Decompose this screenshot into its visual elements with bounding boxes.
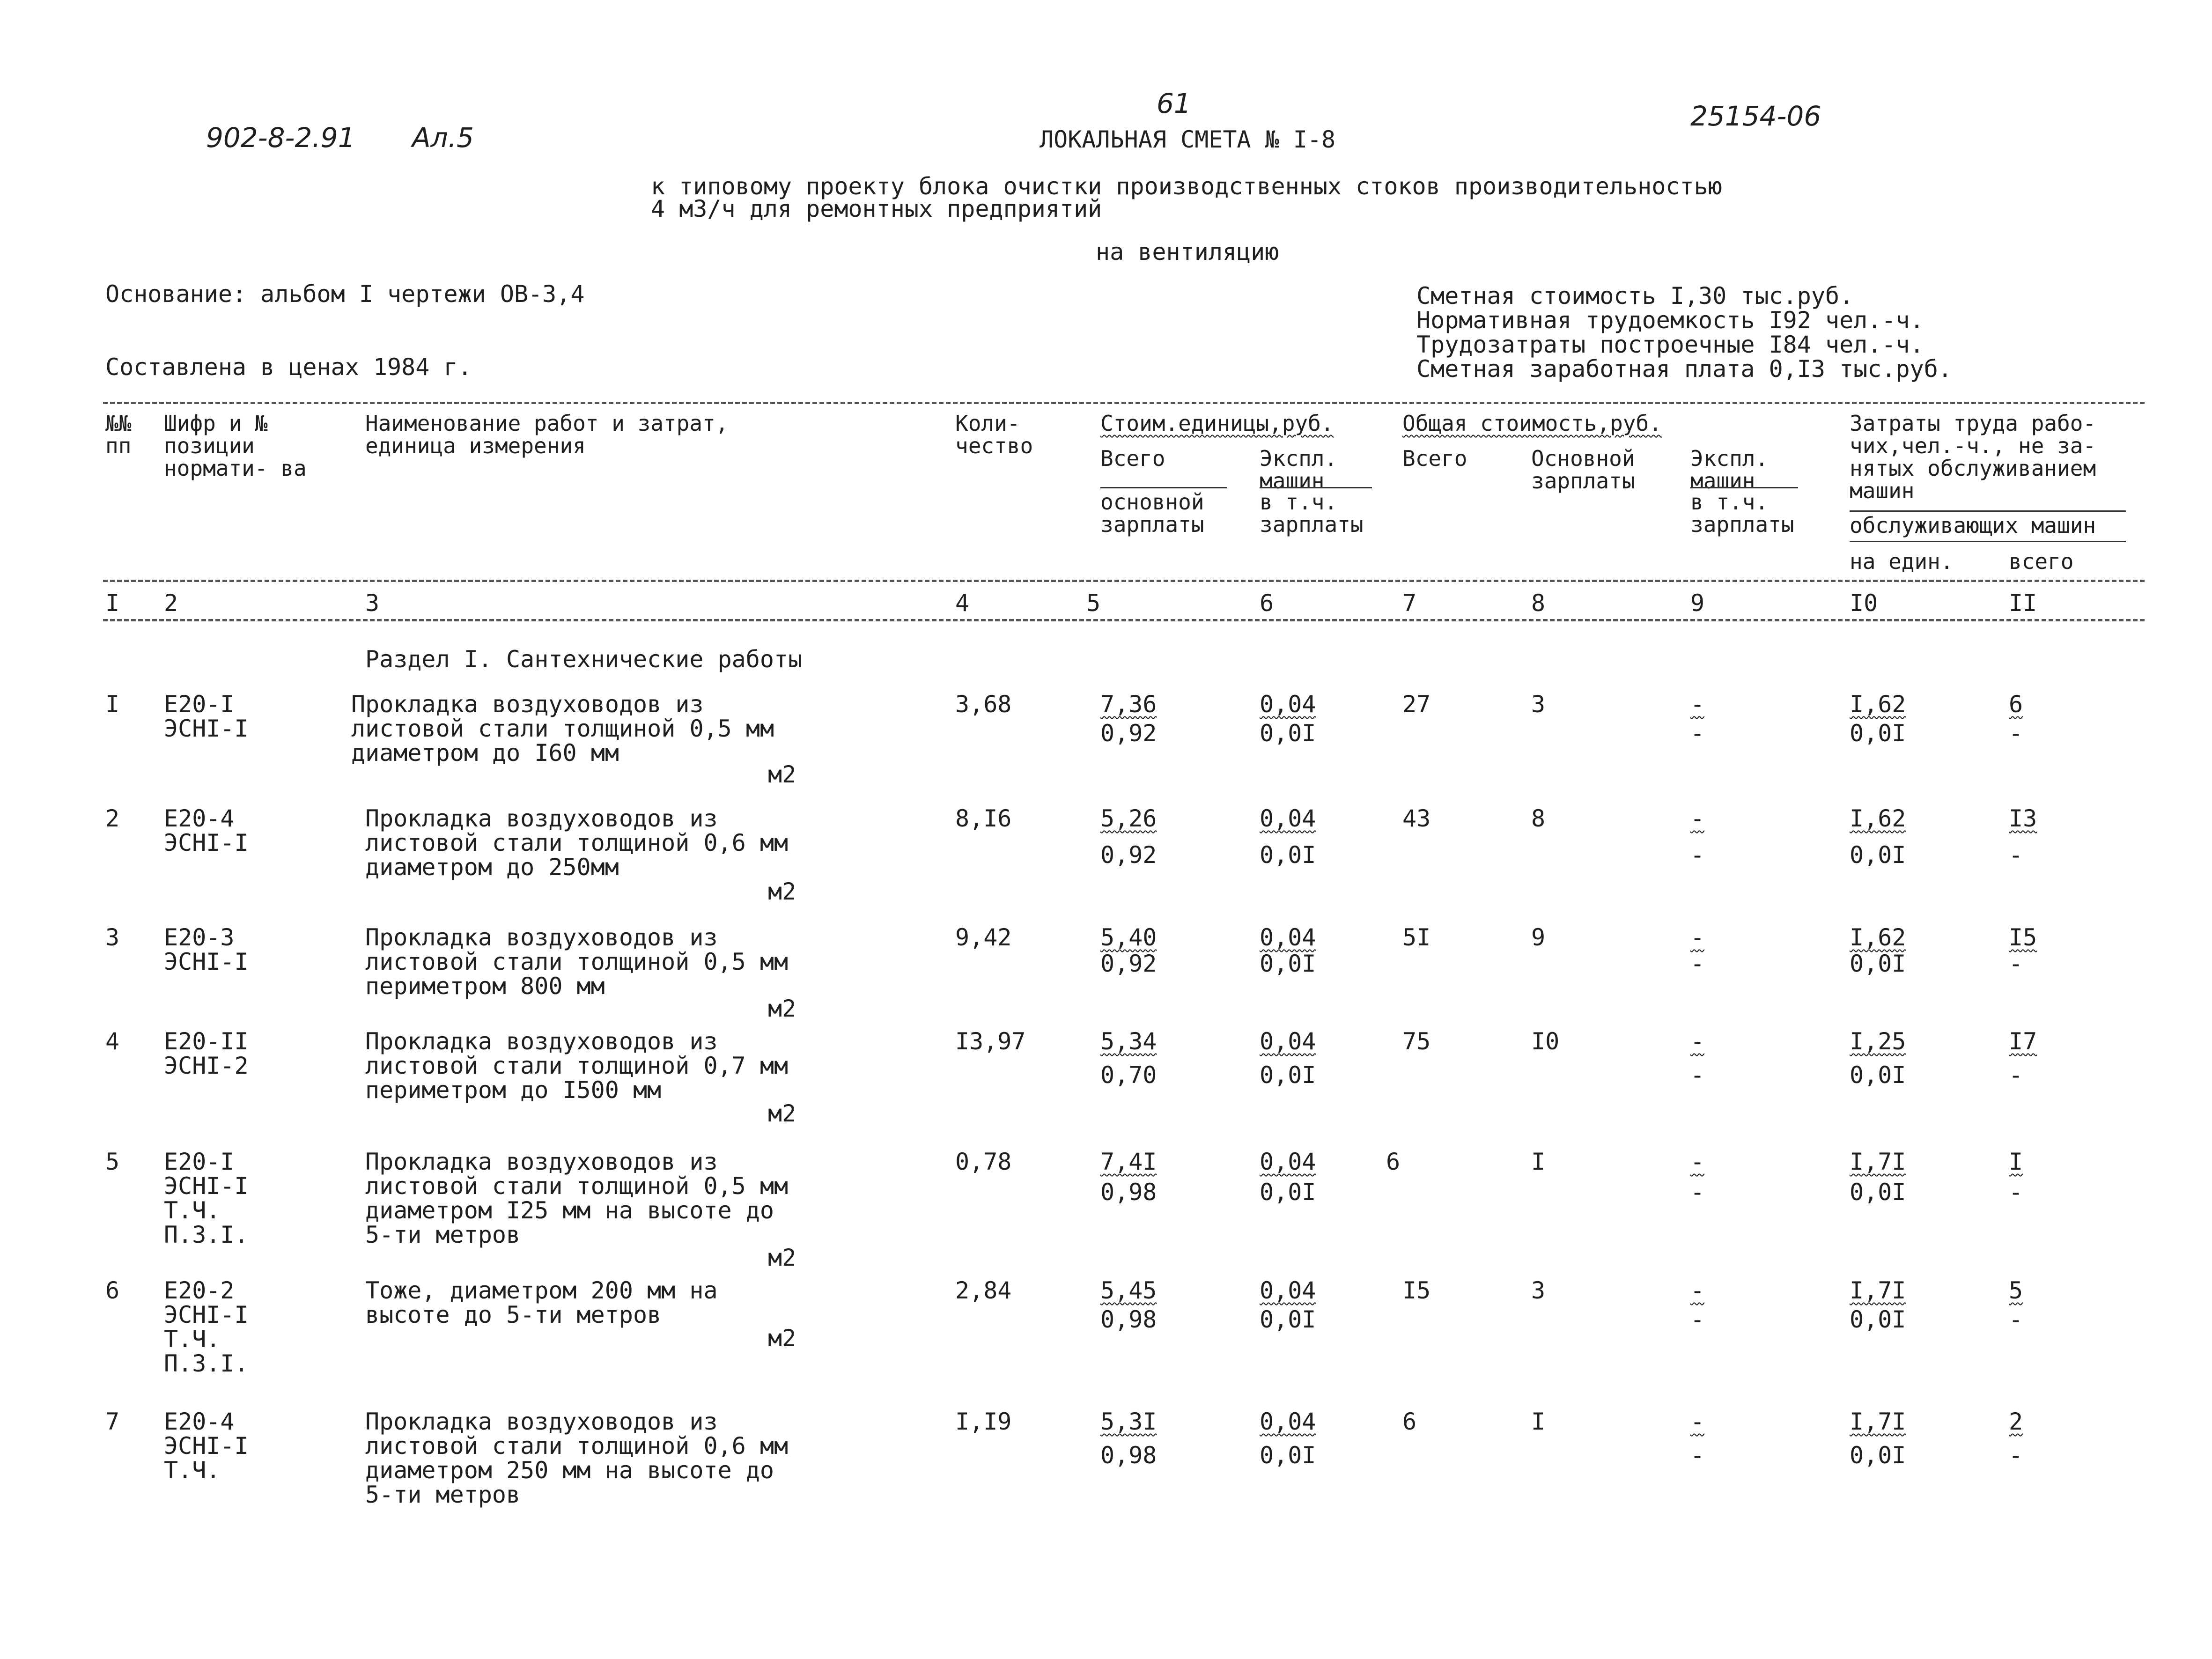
row-unit-mach-wage: 0,0I	[1260, 1306, 1316, 1333]
col-number: 6	[1260, 590, 1274, 617]
row-mach-wage: -	[1690, 1179, 1705, 1206]
divider	[1100, 487, 1227, 488]
archive-stamp: 25154-06	[1690, 100, 1821, 132]
row-unit-wage: 0,92	[1100, 720, 1157, 747]
subtitle-line1: к типовому проекту блока очистки производственных стоков производительностью	[651, 173, 1722, 200]
col-header-labor-machines: обслуживающих машин	[1850, 513, 2096, 538]
row-wage: I0	[1531, 1028, 1560, 1055]
col-number: 3	[365, 590, 380, 617]
row-unit-mach: 0,04	[1260, 924, 1316, 951]
row-no: 3	[105, 924, 120, 951]
divider	[1260, 487, 1372, 488]
row-unit-total: 5,40	[1100, 924, 1157, 951]
row-no: 6	[105, 1277, 120, 1304]
row-unit-wage: 0,70	[1100, 1062, 1157, 1089]
basis: Основание: альбом I чертежи ОВ-3,4	[105, 280, 585, 308]
row-unit-total: 5,3I	[1100, 1408, 1157, 1435]
row-no: 2	[105, 805, 120, 832]
row-mach: -	[1690, 691, 1705, 718]
row-no: 7	[105, 1408, 120, 1435]
row-unit: м2	[768, 1244, 796, 1271]
row-labor-total-mach: -	[2009, 720, 2023, 747]
row-unit-mach: 0,04	[1260, 1028, 1316, 1055]
summary-line: Сметная стоимость I,30 тыс.руб.	[1416, 282, 1854, 310]
row-unit-mach-wage: 0,0I	[1260, 950, 1316, 977]
row-labor-unit: I,7I	[1850, 1148, 1906, 1175]
row-labor-unit: I,7I	[1850, 1277, 1906, 1304]
row-mach: -	[1690, 1277, 1705, 1304]
row-labor-unit-mach: 0,0I	[1850, 720, 1906, 747]
col-number: I0	[1850, 590, 1878, 617]
row-name: Прокладка воздуховодов из листовой стали толщиной 0,6 мм диаметром 250 мм на высоте до 5-ти метров	[365, 1408, 789, 1508]
row-labor-unit: I,62	[1850, 805, 1906, 832]
row-qty: 9,42	[955, 924, 1012, 951]
row-labor-total: 6	[2009, 691, 2023, 718]
row-mach: -	[1690, 924, 1705, 951]
row-unit-mach: 0,04	[1260, 691, 1316, 718]
row-code: Е20-I ЭСНI-I	[164, 691, 249, 742]
row-unit-wage: 0,98	[1100, 1306, 1157, 1333]
row-unit: м2	[768, 878, 796, 905]
row-unit: м2	[768, 1100, 796, 1127]
row-mach: -	[1690, 1148, 1705, 1175]
page-number: 61	[1157, 88, 1191, 119]
subtitle-line2: 4 м3/ч для ремонтных предприятий	[651, 195, 1102, 222]
col-number: 7	[1402, 590, 1417, 617]
row-labor-unit-mach: 0,0I	[1850, 950, 1906, 977]
row-qty: 8,I6	[955, 805, 1012, 832]
row-total: I5	[1402, 1277, 1431, 1304]
row-unit-mach-wage: 0,0I	[1260, 720, 1316, 747]
row-labor-total: 5	[2009, 1277, 2023, 1304]
prices-year: Составлена в ценах 1984 г.	[105, 354, 472, 381]
row-total: 75	[1402, 1028, 1431, 1055]
row-labor-total-mach: -	[2009, 1179, 2023, 1206]
row-labor-unit: I,7I	[1850, 1408, 1906, 1435]
divider	[1690, 487, 1798, 488]
row-labor-total: I3	[2009, 805, 2037, 832]
summary-line: Нормативная трудоемкость I92 чел.-ч.	[1416, 307, 1924, 334]
row-total: 6	[1402, 1408, 1417, 1435]
row-mach-wage: -	[1690, 720, 1705, 747]
row-qty: I3,97	[955, 1028, 1026, 1055]
row-qty: 2,84	[955, 1277, 1012, 1304]
row-labor-total-mach: -	[2009, 1062, 2023, 1089]
row-labor-unit-mach: 0,0I	[1850, 1442, 1906, 1469]
col-group-labor: Затраты труда рабо- чих,чел.-ч., не за- нятых обслуживанием машин	[1850, 411, 2096, 503]
row-name: Прокладка воздуховодов из листовой стали толщиной 0,5 мм диаметром до I60 мм	[351, 691, 774, 767]
row-unit-mach: 0,04	[1260, 805, 1316, 832]
row-unit-wage: 0,92	[1100, 950, 1157, 977]
row-labor-unit-mach: 0,0I	[1850, 1306, 1906, 1333]
row-total: 43	[1402, 805, 1431, 832]
row-unit: м2	[768, 1325, 796, 1352]
numbers-bottom-rule	[103, 619, 2145, 621]
row-total: 6	[1386, 1148, 1401, 1175]
row-unit-mach: 0,04	[1260, 1148, 1316, 1175]
row-name: Прокладка воздуховодов из листовой стали толщиной 0,6 мм диаметром до 250мм	[365, 805, 789, 881]
row-code: Е20-I ЭСНI-I Т.Ч. П.3.I.	[164, 1148, 249, 1248]
section-of: на вентиляцию	[1096, 238, 1279, 265]
col-header-code: Шифр и № позиции нормати- ва	[164, 411, 307, 481]
col-header-mach: Экспл. машин	[1690, 446, 1769, 494]
row-total: 5I	[1402, 924, 1431, 951]
row-wage: 8	[1531, 805, 1546, 832]
summary-line: Трудозатраты построечные I84 чел.-ч.	[1416, 331, 1924, 358]
section-title: Раздел I. Сантехнические работы	[365, 646, 803, 673]
row-labor-unit: I,62	[1850, 924, 1906, 951]
row-unit-total: 5,34	[1100, 1028, 1157, 1055]
row-unit-wage: 0,92	[1100, 841, 1157, 869]
divider	[1850, 541, 2126, 542]
row-total: 27	[1402, 691, 1431, 718]
row-code: Е20-2 ЭСНI-I Т.Ч. П.3.I.	[164, 1277, 249, 1377]
row-wage: 3	[1531, 1277, 1546, 1304]
table-top-rule	[103, 402, 2145, 404]
col-header-name: Наименование работ и затрат, единица измерения	[365, 411, 729, 458]
row-unit-wage: 0,98	[1100, 1179, 1157, 1206]
col-number: II	[2009, 590, 2037, 617]
col-header-unit-mach: Экспл. машин	[1260, 446, 1338, 494]
row-labor-unit-mach: 0,0I	[1850, 1179, 1906, 1206]
row-name: Прокладка воздуховодов из листовой стали толщиной 0,5 мм диаметром I25 мм на высоте до 5-ти метров	[365, 1148, 789, 1248]
row-labor-total: I	[2009, 1148, 2023, 1175]
row-labor-unit: I,62	[1850, 691, 1906, 718]
col-header-total: Всего	[1402, 446, 1467, 471]
row-mach: -	[1690, 805, 1705, 832]
col-number: 8	[1531, 590, 1546, 617]
row-no: I	[105, 691, 120, 718]
row-wage: 9	[1531, 924, 1546, 951]
row-unit-total: 7,36	[1100, 691, 1157, 718]
row-wage: I	[1531, 1148, 1546, 1175]
row-labor-total: I7	[2009, 1028, 2037, 1055]
col-number: 5	[1086, 590, 1101, 617]
row-code: Е20-3 ЭСНI-I	[164, 924, 249, 975]
col-number: 2	[164, 590, 178, 617]
col-number: 4	[955, 590, 970, 617]
document-code: 902-8-2.91	[206, 122, 355, 154]
row-code: Е20-4 ЭСНI-I	[164, 805, 249, 856]
album-number: Ал.5	[412, 122, 474, 154]
col-header-qty: Коли- чество	[955, 411, 1033, 458]
row-unit-mach: 0,04	[1260, 1277, 1316, 1304]
row-mach-wage: -	[1690, 1442, 1705, 1469]
row-unit-total: 5,26	[1100, 805, 1157, 832]
col-header-unit-total: Всего	[1100, 446, 1165, 471]
row-mach: -	[1690, 1028, 1705, 1055]
row-unit: м2	[768, 995, 796, 1022]
row-labor-unit: I,25	[1850, 1028, 1906, 1055]
row-qty: I,I9	[955, 1408, 1012, 1435]
col-header-no: №№ пп	[105, 411, 132, 458]
row-name: Прокладка воздуховодов из листовой стали толщиной 0,5 мм периметром 800 мм	[365, 924, 789, 1000]
row-labor-unit-mach: 0,0I	[1850, 841, 1906, 869]
row-name: Тоже, диаметром 200 мм на высоте до 5-ти метров	[365, 1277, 718, 1328]
row-unit: м2	[768, 761, 796, 788]
row-unit-wage: 0,98	[1100, 1442, 1157, 1469]
col-group-total-cost: Общая стоимость,руб.	[1402, 411, 1662, 436]
row-code: Е20-4 ЭСНI-I Т.Ч.	[164, 1408, 249, 1484]
header-bottom-rule	[103, 580, 2145, 582]
row-labor-unit-mach: 0,0I	[1850, 1062, 1906, 1089]
row-mach-wage: -	[1690, 1062, 1705, 1089]
col-header-unit-mach-wage: в т.ч. зарплаты	[1260, 489, 1364, 537]
row-unit-mach-wage: 0,0I	[1260, 1062, 1316, 1089]
row-labor-total-mach: -	[2009, 1442, 2023, 1469]
col-header-labor-unit: на един.	[1850, 549, 1954, 574]
row-no: 5	[105, 1148, 120, 1175]
row-unit-mach-wage: 0,0I	[1260, 1179, 1316, 1206]
row-unit-mach-wage: 0,0I	[1260, 1442, 1316, 1469]
row-code: Е20-II ЭСНI-2	[164, 1028, 249, 1079]
col-header-mach-wage: в т.ч. зарплаты	[1690, 489, 1794, 537]
row-qty: 0,78	[955, 1148, 1012, 1175]
summary-line: Сметная заработная плата 0,I3 тыс.руб.	[1416, 355, 1952, 383]
row-labor-total-mach: -	[2009, 950, 2023, 977]
row-unit-total: 7,4I	[1100, 1148, 1157, 1175]
row-labor-total: I5	[2009, 924, 2037, 951]
row-labor-total: 2	[2009, 1408, 2023, 1435]
row-wage: 3	[1531, 691, 1546, 718]
row-mach-wage: -	[1690, 1306, 1705, 1333]
row-labor-total-mach: -	[2009, 841, 2023, 869]
row-labor-total-mach: -	[2009, 1306, 2023, 1333]
col-header-labor-total: всего	[2009, 549, 2074, 574]
row-name: Прокладка воздуховодов из листовой стали толщиной 0,7 мм периметром до I500 мм	[365, 1028, 789, 1104]
col-header-wage: Основной зарплаты	[1531, 446, 1635, 494]
col-header-unit-wage: основной зарплаты	[1100, 489, 1204, 537]
row-unit-mach: 0,04	[1260, 1408, 1316, 1435]
col-number: I	[105, 590, 120, 617]
row-mach-wage: -	[1690, 841, 1705, 869]
row-mach-wage: -	[1690, 950, 1705, 977]
divider	[1850, 510, 2126, 512]
row-qty: 3,68	[955, 691, 1012, 718]
row-no: 4	[105, 1028, 120, 1055]
col-number: 9	[1690, 590, 1705, 617]
page-title: ЛОКАЛЬНАЯ СМЕТА № I-8	[1040, 126, 1336, 153]
row-mach: -	[1690, 1408, 1705, 1435]
row-wage: I	[1531, 1408, 1546, 1435]
col-group-unit-cost: Стоим.единицы,руб.	[1100, 411, 1334, 436]
row-unit-mach-wage: 0,0I	[1260, 841, 1316, 869]
row-unit-total: 5,45	[1100, 1277, 1157, 1304]
